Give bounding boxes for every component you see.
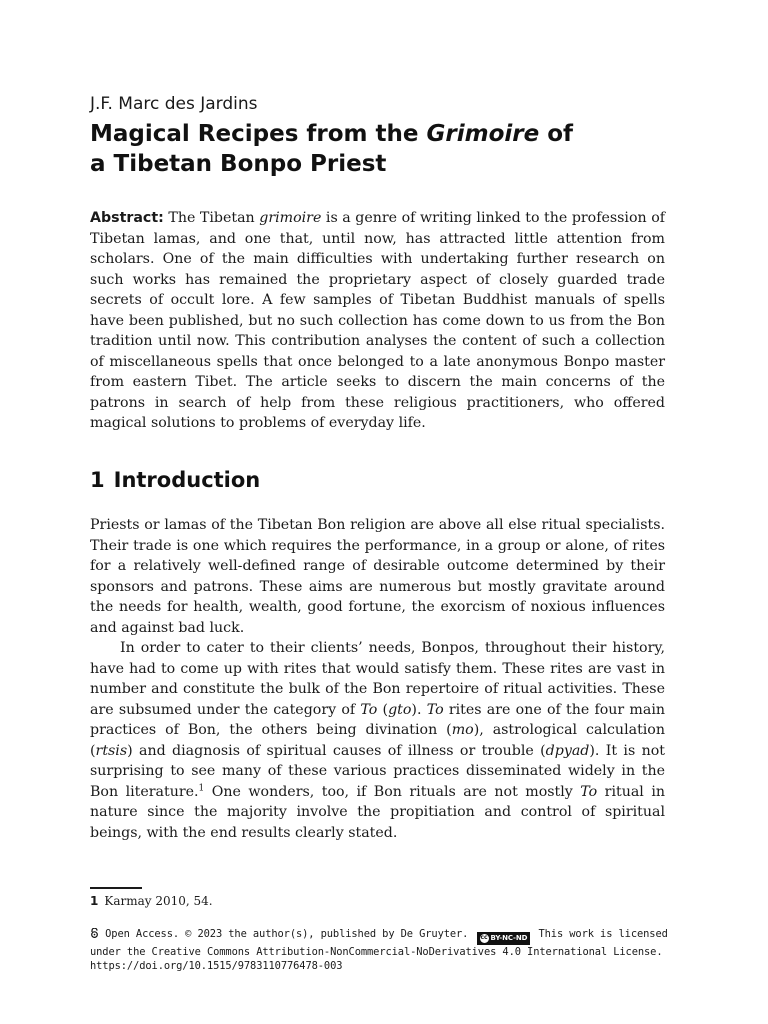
p2-text-g: ). It is not surprising to see many of these various practices disseminated widely in the Bon literature.	[90, 742, 665, 800]
footnote	[90, 894, 213, 908]
footnote-number: 1	[90, 894, 99, 908]
title-line1-pre: Magical Recipes from the	[90, 121, 427, 147]
abstract-text-1: The Tibetan	[163, 210, 260, 226]
title-line2: a Tibetan Bonpo Priest	[90, 151, 387, 177]
section-number: 1	[90, 468, 105, 492]
doi-link[interactable]: https://doi.org/10.1515/9783110776478-003	[90, 959, 343, 972]
cc-license-badge[interactable]	[477, 932, 531, 945]
section-heading	[90, 468, 260, 492]
license-text-2: This work is licensed under the Creative Commons Attribution-NonCommercial-NoDerivatives 4.0 International License.	[90, 928, 668, 958]
p2-text-b: (	[377, 701, 389, 718]
section-title: Introduction	[113, 468, 261, 492]
license-text-1: Open Access. © 2023 the author(s), published by De Gruyter.	[99, 928, 475, 940]
p2-text-f: ) and diagnosis of spiritual causes of illness or trouble (	[127, 742, 546, 759]
cc-badge-label: BY-NC-ND	[490, 934, 528, 942]
paragraph-2	[90, 638, 665, 843]
license-notice	[90, 927, 670, 973]
title-line1-post: of	[539, 121, 574, 147]
abstract-italic: grimoire	[259, 210, 322, 226]
abstract-label: Abstract:	[90, 210, 164, 226]
p2-term-gto: gto	[388, 701, 412, 718]
cc-icon: cc	[480, 934, 488, 941]
paragraph-1: Priests or lamas of the Tibetan Bon religion are above all else ritual specialists. Their trade is one which requires the performance, in a group or alone, of rites for a relatively well-defined range of desirable outcome determined by their sponsors and patrons. These aims are numerous but mostly gravitate around the needs for health, wealth, good fortune, the exorcism of noxious influences and against bad luck.	[90, 517, 665, 636]
p2-term-to-2: To	[426, 701, 444, 718]
title-italic-word: Grimoire	[426, 121, 540, 147]
article-title	[90, 119, 573, 179]
author-name: J.F. Marc des Jardins	[90, 94, 258, 114]
p2-text-i: ritual in nature since the majority involve the propitiation and control of spiritual beings, with the end results clearly stated.	[90, 783, 665, 841]
p2-term-to-3: To	[580, 783, 598, 800]
footnote-text: Karmay 2010, 54.	[104, 894, 213, 908]
footnote-reference[interactable]: 1	[198, 782, 205, 793]
p2-term-rtsis: rtsis	[95, 742, 128, 759]
abstract-text-2: is a genre of writing linked to the profession of Tibetan lamas, and one that, until now, has attracted little attention from scholars. One of the main difficulties with undertaking further research on such works has remained the proprietary aspect of closely guarded trade secrets of occult lore. A few samples of Tibetan Buddhist manuals of spells have been published, but no such collection has come down to us from the Bon tradition until now. This contribution analyses the content of such a collection of miscellaneous spells that once belonged to a late anonymous Bonpo master from eastern Tibet. The article seeks to discern the main concerns of the patrons in search of help from these religious practitioners, who offered magical solutions to problems of everyday life.	[90, 210, 665, 431]
p2-text-h: One wonders, too, if Bon rituals are not mostly	[204, 783, 581, 800]
p2-term-mo: mo	[451, 722, 474, 738]
p2-text-e: ), astrological calculation (	[90, 722, 665, 759]
p2-text-a: In order to cater to their clients’ needs, Bonpos, throughout their history, have had to come up with rites that would satisfy them. These rites are vast in number and constitute the bulk of the Bon repertoire of ritual activities. These are subsumed under the category of	[90, 640, 665, 718]
abstract	[90, 208, 665, 434]
footnote-rule	[90, 887, 142, 889]
body-text	[90, 515, 665, 843]
p2-term-dpyad: dpyad	[545, 742, 590, 759]
p2-text-d: rites are one of the four main practices of Bon, the others being divination (	[90, 701, 666, 738]
p2-text-c: ).	[411, 701, 427, 718]
p2-term-to: To	[360, 701, 378, 718]
open-access-lock-icon	[90, 928, 99, 938]
